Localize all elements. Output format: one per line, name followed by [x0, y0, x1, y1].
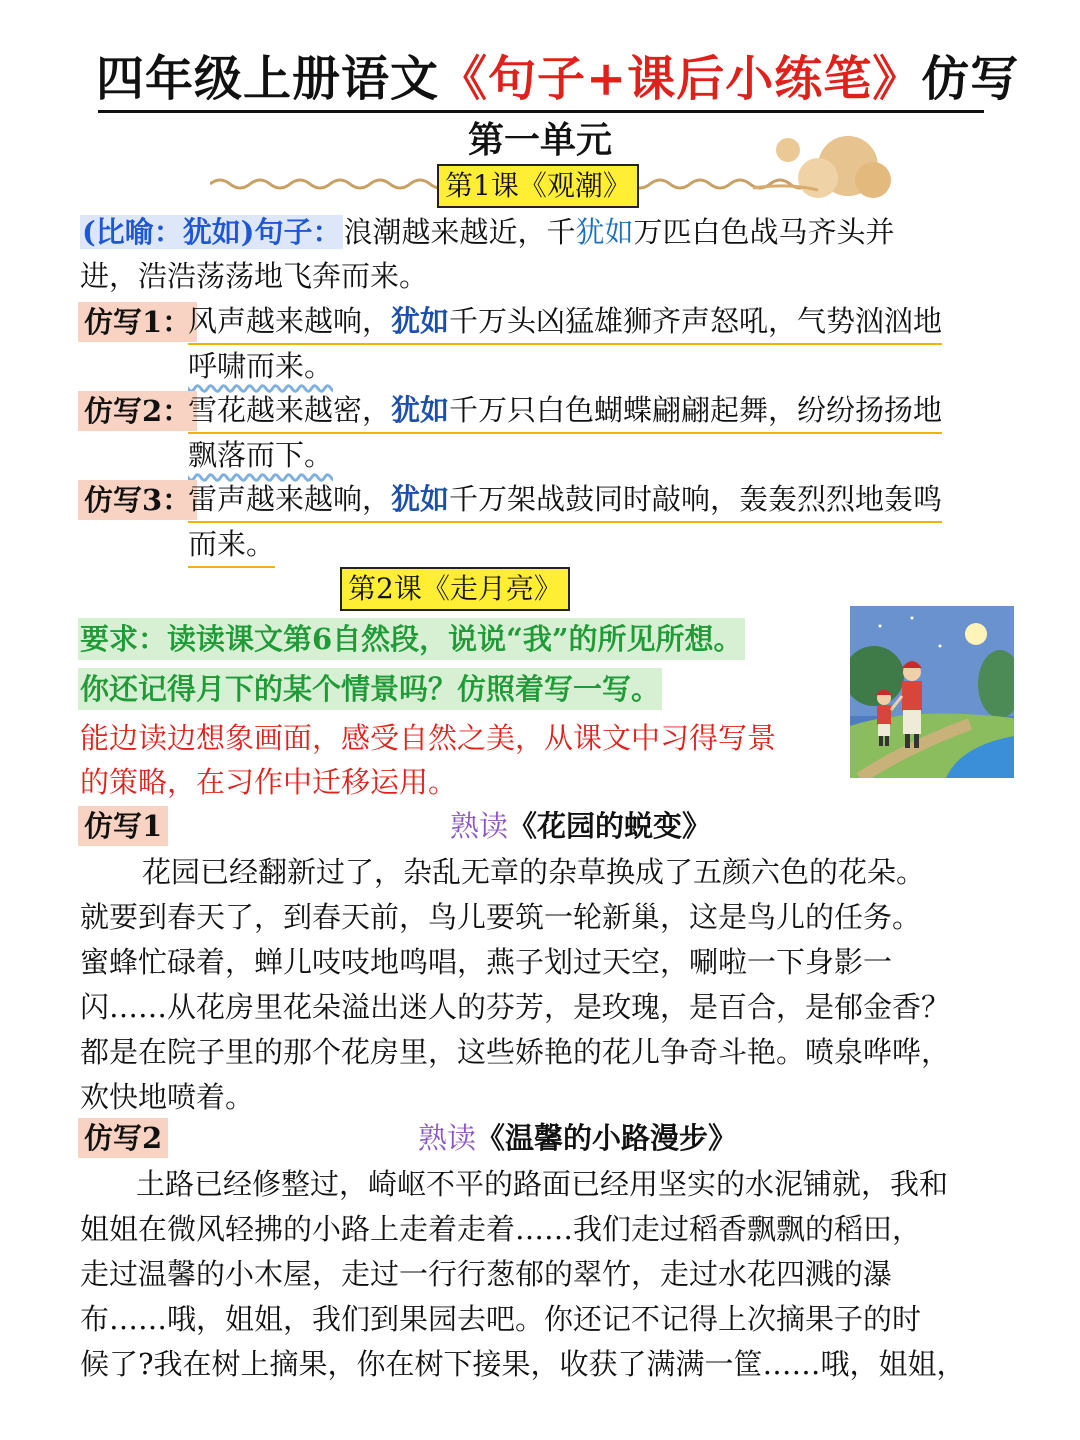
- essay-title: 《温馨的小路漫步》: [476, 1121, 738, 1155]
- lesson1-tag: 第1课《观潮》: [437, 164, 639, 208]
- exercise1-title: [450, 806, 711, 846]
- sentence-part: 浪潮越来越近，千: [343, 215, 576, 249]
- paragraph-line: 都是在院子里的那个花房里，这些娇艳的花儿争奇斗艳。喷泉哗哗，: [80, 1035, 951, 1069]
- lesson2-goal-line2: 的策略，在习作中迁移运用。: [80, 765, 458, 799]
- imitation2-line1: [188, 388, 942, 434]
- imitation-part: 千万头凶猛雄狮齐声怒吼，气势汹汹地: [449, 304, 943, 338]
- title-underline: [98, 110, 984, 113]
- imitation-keyword: 犹如: [391, 393, 450, 427]
- read-prefix: 熟读: [418, 1121, 477, 1155]
- paragraph-line: 布……哦，姐姐，我们到果园去吧。你还记不记得上次摘果子的时: [80, 1302, 922, 1336]
- title-accent: 《句子+课后小练笔》: [439, 51, 922, 107]
- imitation-ending: 呼啸而来。: [188, 349, 334, 383]
- imitation-part: 千万只白色蝴蝶翩翩起舞，纷纷扬扬地: [449, 393, 943, 427]
- imitation3-label: 仿写3：: [78, 480, 197, 520]
- lesson2-requirement2: 你还记得月下的某个情景吗？仿照着写一写。: [78, 668, 662, 710]
- essay-title: 《花园的蜕变》: [508, 809, 712, 843]
- paragraph-line: 土路已经修整过，崎岖不平的路面已经用坚实的水泥铺就，我和: [136, 1167, 949, 1201]
- exercise1-label: 仿写1: [78, 806, 168, 846]
- imitation-part: 雪花越来越密，: [188, 393, 392, 427]
- imitation3-line1: [188, 477, 942, 523]
- lesson2-requirement1: 要求：读读课文第6自然段，说说“我”的所见所想。: [78, 618, 745, 660]
- lesson2-goal-line1: 能边读边想象画面，感受自然之美，从课文中习得写景: [80, 721, 777, 755]
- lesson1-sentence-label: (比喻：犹如)句子：: [82, 215, 342, 249]
- moonlit-walk-illustration: [850, 606, 1014, 778]
- exercise2-title: [418, 1118, 737, 1158]
- exercise2-paragraph: [80, 1162, 1010, 1387]
- title-prefix: 四年级上册语文: [96, 51, 440, 107]
- sentence-keyword: 犹如: [575, 215, 634, 249]
- title-suffix: 仿写: [921, 51, 1020, 107]
- paragraph-line: 姐姐在微风轻拂的小路上走着走着……我们走过稻香飘飘的稻田，: [80, 1212, 922, 1246]
- imitation-ending: 飘落而下。: [188, 438, 334, 472]
- paragraph-line: 候了?我在树上摘果，你在树下接果，收获了满满一筐……哦，姐姐，: [80, 1347, 966, 1381]
- imitation3-line2: 而来。: [188, 522, 275, 568]
- cloud-decoration: [748, 128, 898, 208]
- page-title: [96, 48, 1020, 110]
- imitation-part: 雷声越来越响，: [188, 482, 392, 516]
- paragraph-line: 花园已经翻新过了，杂乱无章的杂草换成了五颜六色的花朵。: [142, 855, 926, 889]
- read-prefix: 熟读: [450, 809, 509, 843]
- lesson1-sentence-line1: [80, 210, 895, 254]
- imitation1-label: 仿写1：: [78, 302, 197, 342]
- unit-heading: 第一单元: [467, 119, 612, 161]
- paragraph-line: 蜜蜂忙碌着，蝉儿吱吱地鸣唱，燕子划过天空，唰啦一下身影一: [80, 945, 893, 979]
- imitation-keyword: 犹如: [391, 304, 450, 338]
- paragraph-line: 就要到春天了，到春天前，鸟儿要筑一轮新巢，这是鸟儿的任务。: [80, 900, 922, 934]
- imitation2-line2: [188, 433, 333, 477]
- lesson1-sentence-line2: 进，浩浩荡荡地飞奔而来。: [80, 259, 429, 293]
- exercise2-label: 仿写2: [78, 1118, 168, 1158]
- imitation-part: 风声越来越响，: [188, 304, 392, 338]
- exercise1-paragraph: [80, 850, 1010, 1120]
- imitation-part: 千万架战鼓同时敲响，轰轰烈烈地轰鸣: [449, 482, 943, 516]
- sentence-part: 万匹白色战马齐头并: [633, 215, 895, 249]
- paragraph-line: 闪……从花房里花朵溢出迷人的芬芳，是玫瑰，是百合，是郁金香？: [80, 990, 951, 1024]
- imitation1-line1: [188, 299, 942, 345]
- imitation-keyword: 犹如: [391, 482, 450, 516]
- paragraph-line: 欢快地喷着。: [80, 1080, 255, 1114]
- imitation2-label: 仿写2：: [78, 391, 197, 431]
- lesson2-tag: 第2课《走月亮》: [340, 567, 570, 611]
- paragraph-line: 走过温馨的小木屋，走过一行行葱郁的翠竹，走过水花四溅的瀑: [80, 1257, 893, 1291]
- imitation1-line2: [188, 344, 333, 388]
